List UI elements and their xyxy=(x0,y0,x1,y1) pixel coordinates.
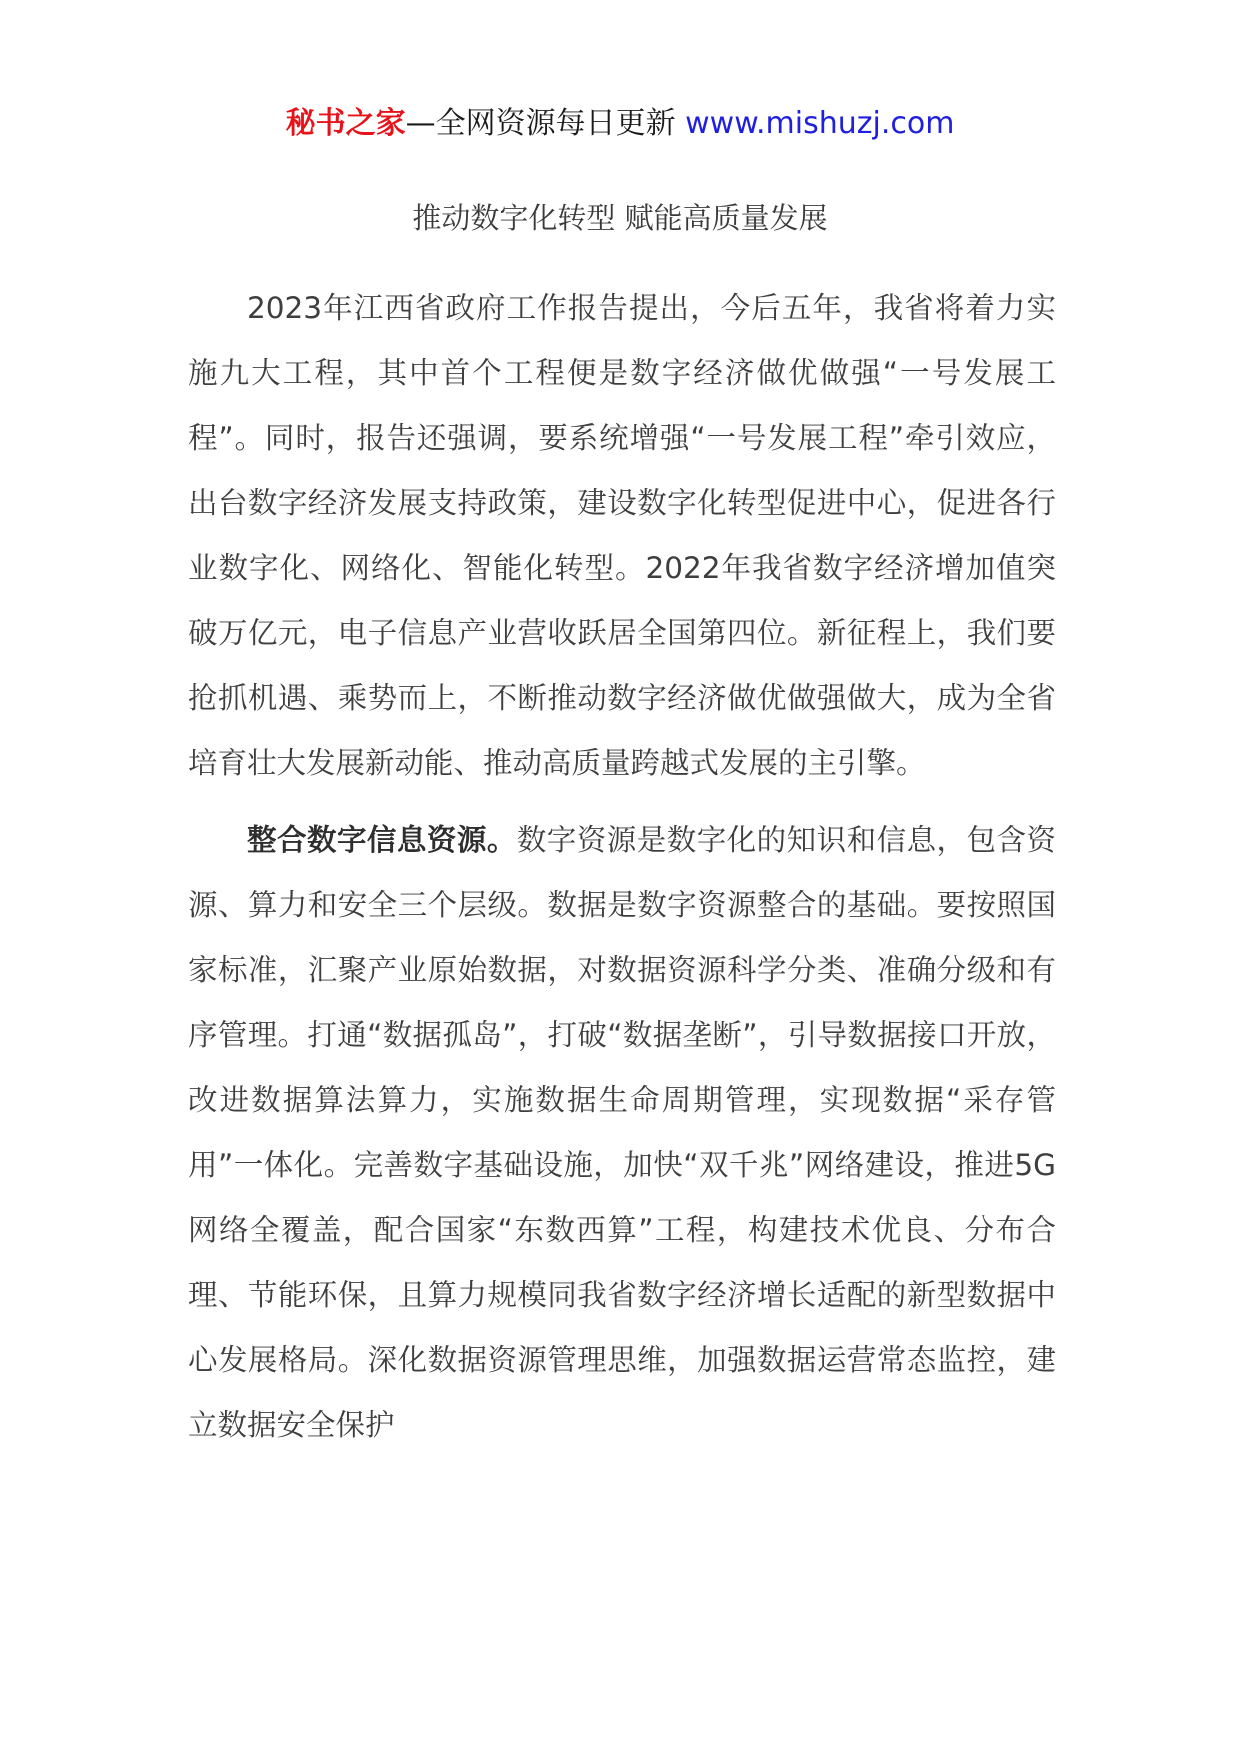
site-header xyxy=(0,102,1240,146)
paragraph xyxy=(188,276,1056,796)
paragraph xyxy=(188,808,1056,1458)
paragraph-text: 2023年江西省政府工作报告提出，今后五年，我省将着力实施九大工程，其中首个工程便是数字经济做优做强“一号发展工程”。同时，报告还强调，要系统增强“一号发展工程”牵引效应，出台数字经济发展支持政策，建设数字化转型促进中心，促进各行业数字化、网络化、智能化转型。2022年我省数字经济增加值突破万亿元，电子信息产业营收跃居全国第四位。新征程上，我们要抢抓机遇、乘势而上，不断推动数字经济做优做强做大，成为全省培育壮大发展新动能、推动高质量跨越式发展的主引擎。 xyxy=(188,291,1056,780)
site-tagline: —全网资源每日更新 xyxy=(405,106,676,141)
document-title: 推动数字化转型 赋能高质量发展 xyxy=(412,201,828,235)
site-url-link[interactable]: www.mishuzj.com xyxy=(685,106,955,141)
paragraph-text: 数字资源是数字化的知识和信息，包含资源、算力和安全三个层级。数据是数字资源整合的基础。要按照国家标准，汇聚产业原始数据，对数据资源科学分类、准确分级和有序管理。打通“数据孤岛”，打破“数据垄断”，引导数据接口开放，改进数据算法算力，实施数据生命周期管理，实现数据“采存管用”一体化。完善数字基础设施，加快“双千兆”网络建设，推进5G网络全覆盖，配合国家“东数西算”工程，构建技术优良、分布合理、节能环保，且算力规模同我省数字经济增长适配的新型数据中心发展格局。深化数据资源管理思维，加强数据运营常态监控，建立数据安全保护 xyxy=(188,823,1056,1442)
paragraph-lead: 整合数字信息资源。 xyxy=(247,823,517,857)
site-brand: 秘书之家 xyxy=(285,106,406,141)
document-body xyxy=(188,276,1056,1458)
